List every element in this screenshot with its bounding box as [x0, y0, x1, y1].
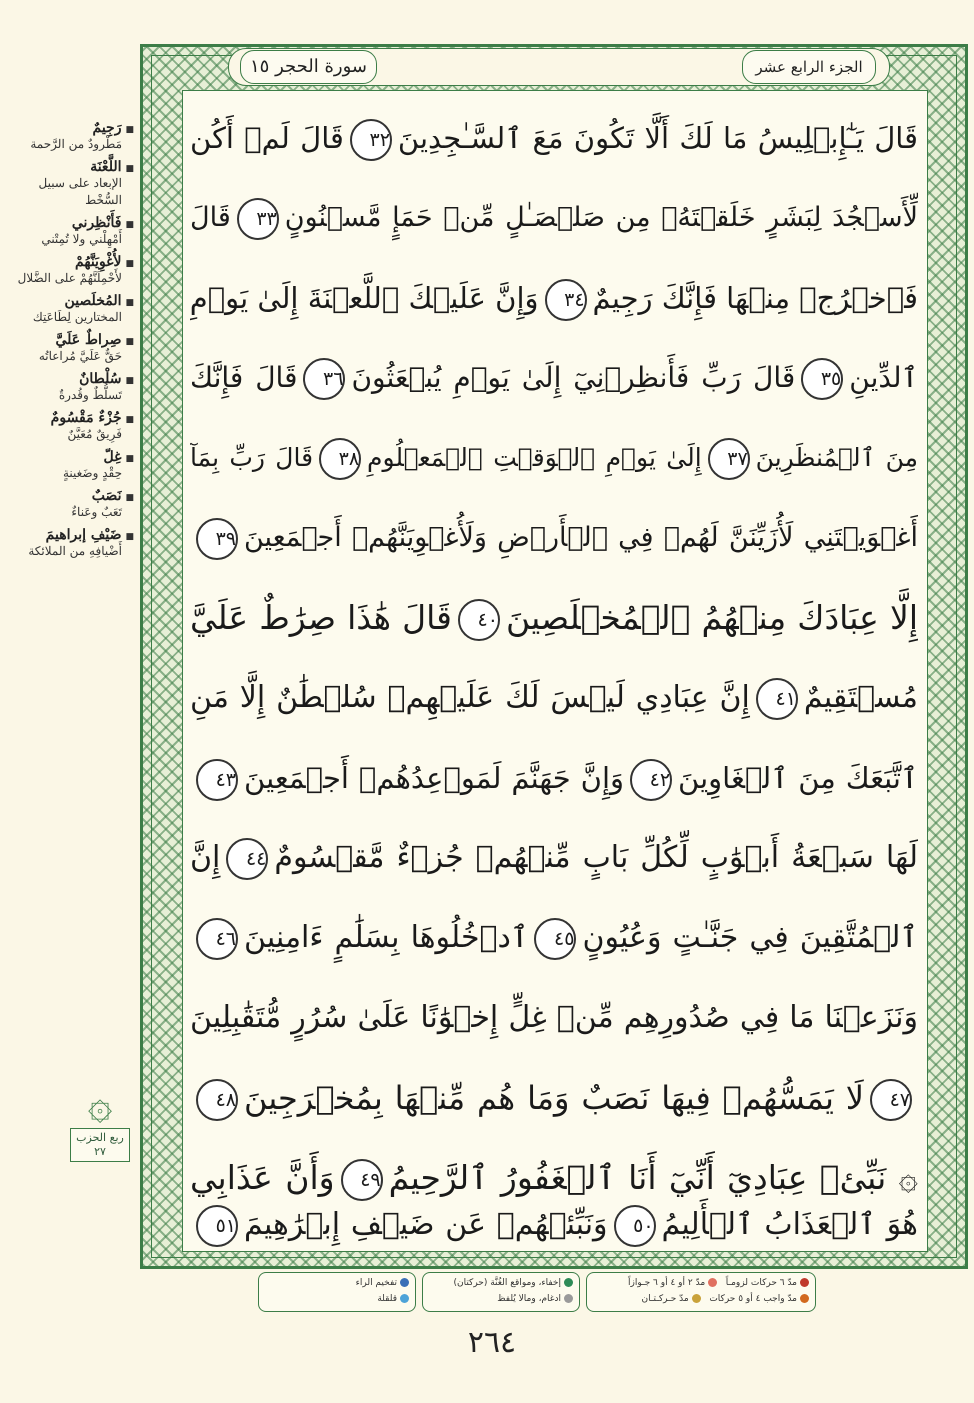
- verse-line: إِلَّا عِبَادَكَ مِنۡهُمُ ٱلۡمُخۡلَصِينَ٤٠قَالَ هَٰذَا صِرَٰطٌ عَلَيَّ: [190, 578, 918, 658]
- legend-box: مدّ ٦ حركات لزومـاً مدّ ٢ أو ٤ أو ٦ جـوازاً مدّ واجب ٤ أو ٥ حركات مدّ حـركـتـان: [586, 1272, 816, 1312]
- ayah-marker: ٤٦: [196, 918, 238, 960]
- glossary-item: ■ نَصَبٌ تَعَبٌ وعَناءٌ: [6, 488, 134, 521]
- verse-line: مِنَ ٱلۡمُنظَرِينَ٣٧إِلَىٰ يَوۡمِ ٱلۡوَقۡتِ ٱلۡمَعۡلُومِ٣٨قَالَ رَبِّ بِمَآ: [190, 418, 918, 498]
- color-dot-icon: [400, 1294, 409, 1303]
- verse-line: وَنَزَعۡنَا مَا فِي صُدُورِهِم مِّنۡ غِلٍّ إِخۡوَٰنًا عَلَىٰ سُرُرٍ مُّتَقَٰبِلِينَ: [190, 1000, 918, 1035]
- ayah-marker: ٤١: [756, 678, 798, 720]
- ayah-marker: ٣٣: [237, 198, 279, 240]
- ayah-marker: ٣٩: [196, 518, 238, 560]
- glossary-item: ■ صِراطٌ عَلَيَّ حَقٌّ عَلَيَّ مُراعاتُه: [6, 332, 134, 365]
- legend-box: إخفاء، ومواقع الغُنَّة (حركتان) ادغام، ومالا يُلفظ: [422, 1272, 580, 1312]
- glossary-item: ■ رَجِيمٌ مَطْرودٌ من الرَّحمة: [6, 120, 134, 153]
- verse-line: لِّأَسۡجُدَ لِبَشَرٍ خَلَقۡتَهُۥ مِن صَلۡصَـٰلٍ مِّنۡ حَمَإٍ مَّسۡنُونٍ٣٣قَالَ: [190, 178, 918, 258]
- color-dot-icon: [564, 1294, 573, 1303]
- color-dot-icon: [692, 1294, 701, 1303]
- ayah-marker: ٤٠: [458, 599, 500, 641]
- ayah-marker: ٤٩: [341, 1159, 383, 1201]
- verse-line: ٤٧لَا يَمَسُّهُمۡ فِيهَا نَصَبٌ وَمَا هُم مِّنۡهَا بِمُخۡرَجِينَ٤٨: [190, 1058, 918, 1138]
- ayah-marker: ٤٧: [870, 1079, 912, 1121]
- verse-line: ٱلدِّينِ٣٥قَالَ رَبِّ فَأَنظِرۡنِيٓ إِلَىٰ يَوۡمِ يُبۡعَثُونَ٣٦قَالَ فَإِنَّكَ: [190, 338, 918, 418]
- glossary-item: ■ اللَّعْنَة الإبعاد على سبيل السُّخْط: [6, 159, 134, 209]
- verse-line: هُوَ ٱلۡعَذَابُ ٱلۡأَلِيمُ٥٠وَنَبِّئۡهُمۡ عَن ضَيۡفِ إِبۡرَٰهِيمَ٥١: [190, 1185, 918, 1265]
- color-dot-icon: [800, 1278, 809, 1287]
- rub-hizb-marker: [70, 1080, 130, 1180]
- glossary-item: ■ لأُغْوِيَنَّهُمْ لأَحْمِلَنَّهُمْ على الضَّلال: [6, 254, 134, 287]
- verse-line: أَغۡوَيۡتَنِي لَأُزَيِّنَنَّ لَهُمۡ فِي ٱلۡأَرۡضِ وَلَأُغۡوِيَنَّهُمۡ أَجۡمَعِينَ٣٩: [190, 498, 918, 578]
- verse-line: ٱتَّبَعَكَ مِنَ ٱلۡغَاوِينَ٤٢وَإِنَّ جَهَنَّمَ لَمَوۡعِدُهُمۡ أَجۡمَعِينَ٤٣: [190, 738, 918, 818]
- glossary-item: ■ غِلّ حِقْدٍ وضَغينةٍ: [6, 449, 134, 482]
- glossary-item: ■ المُخلَصين المختارين لِطَاعَتِك: [6, 293, 134, 326]
- ayah-marker: ٣٦: [303, 358, 345, 400]
- color-dot-icon: [800, 1294, 809, 1303]
- ayah-marker: ٣٢: [350, 119, 392, 161]
- glossary: [6, 120, 134, 566]
- verse-line: ۞ نَبِّئۡ عِبَادِيٓ أَنِّيٓ أَنَا ٱلۡغَفُورُ ٱلرَّحِيمُ٤٩وَأَنَّ عَذَابِي: [190, 1138, 918, 1218]
- verse-line: لَهَا سَبۡعَةُ أَبۡوَٰبٍ لِّكُلِّ بَابٍ مِّنۡهُمۡ جُزۡءٌ مَّقۡسُومٌ٤٤إِنَّ: [190, 818, 918, 898]
- hizb-star-icon: ۞: [87, 1079, 113, 1128]
- ayah-marker: ٣٥: [801, 358, 843, 400]
- glossary-item: ■ سُلْطانٌ تَسلُّطٌ وقُدرةٌ: [6, 371, 134, 404]
- ayah-marker: ٥١: [196, 1205, 238, 1247]
- glossary-item: ■ فَأَنْظِرني أَمْهِلْني ولا تُمِتْني: [6, 215, 134, 248]
- juz-name: الجزء الرابع عشر: [742, 50, 876, 84]
- verse-line: ٱلۡمُتَّقِينَ فِي جَنَّـٰتٍ وَعُيُونٍ٤٥ٱدۡخُلُوهَا بِسَلَٰمٍ ءَامِنِينَ٤٦: [190, 898, 918, 978]
- tajweed-legend: [258, 1272, 816, 1312]
- verse-line: فَٱخۡرُجۡ مِنۡهَا فَإِنَّكَ رَجِيمٌ٣٤وَإِنَّ عَلَيۡكَ ٱللَّعۡنَةَ إِلَىٰ يَوۡمِ: [190, 258, 918, 338]
- ayah-marker: ٤٥: [534, 918, 576, 960]
- color-dot-icon: [400, 1278, 409, 1287]
- glossary-item: ■ ضَيْفِ إبراهيمَ أَضْيافِهِ من الملائكة: [6, 527, 134, 560]
- color-dot-icon: [564, 1278, 573, 1287]
- ayah-marker: ٣٨: [319, 438, 361, 480]
- ayah-marker: ٣٧: [708, 438, 750, 480]
- color-dot-icon: [708, 1278, 717, 1287]
- ayah-marker: ٤٢: [630, 759, 672, 801]
- verse-line: مُسۡتَقِيمٌ٤١إِنَّ عِبَادِي لَيۡسَ لَكَ عَلَيۡهِمۡ سُلۡطَٰنٌ إِلَّا مَنِ: [190, 658, 918, 738]
- ayah-marker: ٤٣: [196, 759, 238, 801]
- ayah-marker: ٤٤: [226, 838, 268, 880]
- rub-label: ربع الحزب ٢٧: [70, 1128, 130, 1162]
- glossary-item: ■ جُزْءٌ مَقْسُومٌ فَرِيقٌ مُعَيَّنٌ: [6, 410, 134, 443]
- page-number: ٢٦٤: [467, 1325, 517, 1360]
- surah-name: سورة الحجر ١٥: [240, 50, 377, 84]
- legend-box: تفخيم الراء قلقلة: [258, 1272, 416, 1312]
- ayah-marker: ٤٨: [196, 1079, 238, 1121]
- ayah-marker: ٥٠: [614, 1205, 656, 1247]
- ayah-marker: ٣٤: [545, 279, 587, 321]
- verse-line: قَالَ يَـٰٓإِبۡلِيسُ مَا لَكَ أَلَّا تَكُونَ مَعَ ٱلسَّـٰجِدِينَ٣٢قَالَ لَمۡ أَكُن: [190, 98, 918, 178]
